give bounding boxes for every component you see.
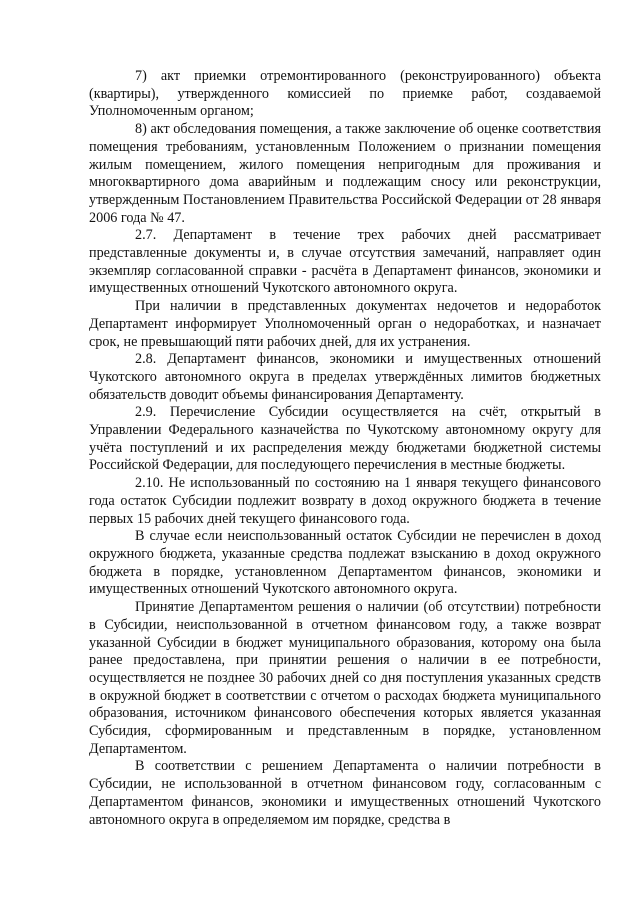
paragraph-2-8: 2.8. Департамент финансов, экономики и имущественных отношений Чукотского автономного округа в пределах утверждённых лимитов бюджетных обязательств доводит объемы финансирования Департаменту. <box>89 351 601 403</box>
paragraph-2-7: 2.7. Департамент в течение трех рабочих дней рассматривает представленные документы и, в случае отсутствия замечаний, направляет один экземпляр согласованной справки - расчёта в Департамент финансов, экономики и имущественных отношений Чукотского автономного округа. <box>89 227 601 297</box>
paragraph-accordance-decision: В соответствии с решением Департамента о наличии потребности в Субсидии, не использованной в отчетном финансовом году, согласованным с Департаментом финансов, экономики и имущественных отношений Чукотского автономного округа в определяемом им порядке, средства в <box>89 758 601 828</box>
paragraph-deficiencies: При наличии в представленных документах недочетов и недоработок Департамент информирует Уполномоченный орган о недоработках, и назначает срок, не превышающий пяти рабочих дней, для их устранения. <box>89 298 601 350</box>
paragraph-unreturned-balance: В случае если неиспользованный остаток Субсидии не перечислен в доход окружного бюджета, указанные средства подлежат взысканию в доход окружного бюджета в порядке, установленном Департаментом финансов, экономики и имущественных отношений Чукотского автономного округа. <box>89 528 601 598</box>
paragraph-2-10: 2.10. Не использованный по состоянию на 1 января текущего финансового года остаток Субсидии подлежит возврату в доход окружного бюджета в течение первых 15 рабочих дней текущего финансового года. <box>89 475 601 527</box>
document-page <box>89 68 601 829</box>
paragraph-decision-need: Принятие Департаментом решения о наличии (об отсутствии) потребности в Субсидии, неиспользованной в отчетном финансовом году, а также возврат указанной Субсидии в бюджет муниципального образования, которому она была ранее предоставлена, при принятии решения о наличии в ее потребности, осуществляется не позднее 30 рабочих дней со дня поступления указанных средств в окружной бюджет в соответствии с отчетом о расходах бюджета муниципального образования, источником финансового обеспечения которых является указанная Субсидия, сформированным и представленным в порядке, установленном Департаментом. <box>89 599 601 757</box>
paragraph-item-7: 7) акт приемки отремонтированного (реконструированного) объекта (квартиры), утвержденного комиссией по приемке работ, создаваемой Уполномоченным органом; <box>89 68 601 120</box>
paragraph-2-9: 2.9. Перечисление Субсидии осуществляется на счёт, открытый в Управлении Федерального казначейства по Чукотскому автономному округу для учёта поступлений и их распределения между бюджетами бюджетной системы Российской Федерации, для последующего перечисления в местные бюджеты. <box>89 404 601 474</box>
paragraph-item-8: 8) акт обследования помещения, а также заключение об оценке соответствия помещения требованиям, установленным Положением о признании помещения жилым помещением, жилого помещения непригодным для проживания и многоквартирного дома аварийным и подлежащим сносу или реконструкции, утвержденным Постановлением Правительства Российской Федерации от 28 января 2006 года № 47. <box>89 121 601 226</box>
